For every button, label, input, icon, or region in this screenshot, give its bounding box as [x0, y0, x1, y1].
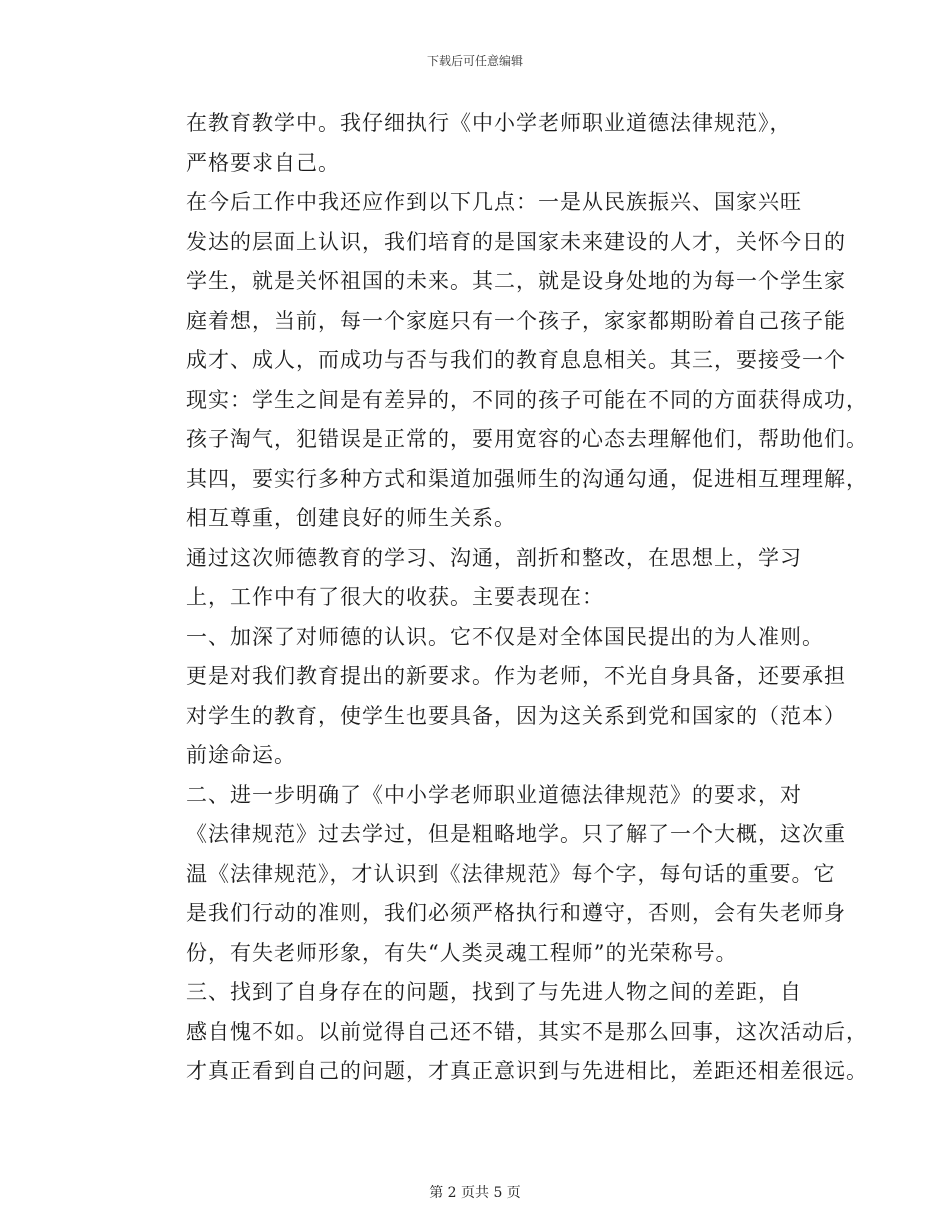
text-line: 发达的层面上认识，我们培育的是国家未来建设的人才，关怀今日的: [186, 229, 846, 254]
text-line: 上，工作中有了很大的收获。主要表现在：: [186, 585, 604, 609]
text-line: 严格要求自己。: [186, 150, 340, 175]
text-line: 二、进一步明确了《中小学老师职业道德法律规范》的要求，对: [186, 782, 802, 807]
text-line: 前途命运。: [186, 743, 296, 767]
text-line: 更是对我们教育提出的新要求。作为老师，不光自身具备，还要承担: [186, 664, 846, 688]
text-line: 温《法律规范》，才认识到《法律规范》每个字，每句话的重要。它: [186, 861, 836, 886]
text-line: 相互尊重，创建良好的师生关系。: [186, 506, 516, 530]
text-line: 才真正看到自己的问题，才真正意识到与先进相比，差距还相差很远。: [186, 1059, 868, 1083]
paragraph-4: [144, 618, 846, 776]
paragraph-1: [144, 104, 804, 183]
text-line: 在教育教学中。我仔细执行《中小学老师职业道德法律规范》，: [186, 111, 792, 135]
text-line: 在今后工作中我还应作到以下几点：一是从民族振兴、国家兴旺: [186, 190, 802, 214]
paragraph-5: [144, 776, 846, 974]
text-line: 对学生的教育，使学生也要具备，因为这关系到党和国家的（范本）: [186, 703, 846, 728]
text-line: 份，有失老师形象，有失“人类灵魂工程师”的光荣称号。: [186, 940, 738, 965]
page-number: 第 2 页共 5 页: [429, 1185, 521, 1201]
paragraph-3: [144, 539, 804, 618]
page-header: 下载后可任意编辑: [426, 54, 523, 68]
paragraph-6: [144, 973, 868, 1092]
text-line: 《法律规范》过去学过，但是粗略地学。只了解了一个大概，这次重: [186, 822, 846, 846]
text-line: 三、找到了自身存在的问题，找到了与先进人物之间的差距，自: [186, 980, 802, 1004]
text-line: 成才、成人，而成功与否与我们的教育息息相关。其三，要接受一个: [186, 348, 846, 372]
text-line: 现实：学生之间是有差异的，不同的孩子可能在不同的方面获得成功，: [186, 387, 868, 412]
text-line: 通过这次师德教育的学习、沟通，剖折和整改，在思想上，学习: [186, 545, 802, 570]
text-line: 其四，要实行多种方式和渠道加强师生的沟通勾通，促进相互理理解，: [186, 466, 868, 491]
document-body: [144, 104, 868, 1092]
text-line: 感自愧不如。以前觉得自己还不错，其实不是那么回事，这次活动后，: [186, 1019, 868, 1044]
text-line: 庭着想，当前，每一个家庭只有一个孩子，家家都期盼着自己孩子能: [186, 308, 846, 333]
text-line: 学生，就是关怀祖国的未来。其二，就是设身处地的为每一个学生家: [186, 269, 846, 293]
paragraph-2: [144, 183, 868, 539]
text-line: 是我们行动的准则，我们必须严格执行和遵守，否则，会有失老师身: [186, 901, 846, 925]
text-line: 一、加深了对师德的认识。它不仅是对全体国民提出的为人准则。: [186, 624, 824, 649]
text-line: 孩子淘气，犯错误是正常的，要用宽容的心态去理解他们，帮助他们。: [186, 427, 868, 451]
